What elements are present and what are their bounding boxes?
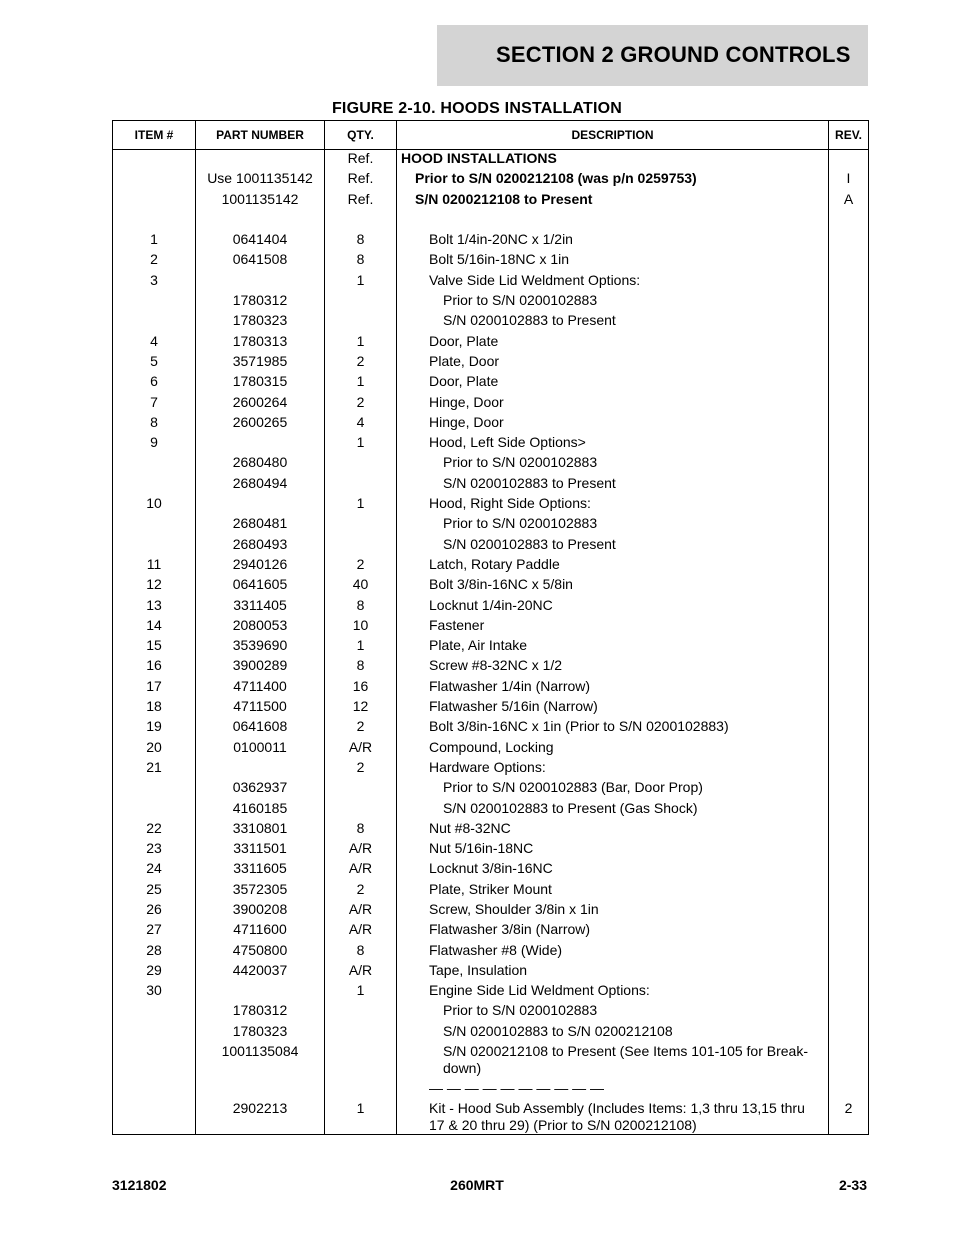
table-row	[113, 617, 868, 637]
item-number: 12	[146, 576, 162, 593]
description: Bolt 5/16in-18NC x 1in	[429, 251, 570, 268]
description: Compound, Locking	[429, 738, 554, 755]
section-header	[437, 25, 868, 86]
description: S/N 0200212108 to Present (See Items 101-105 for Break-down)	[443, 1043, 808, 1077]
quantity: 2	[356, 393, 365, 410]
part-number: 0641605	[232, 576, 288, 593]
table-row	[113, 860, 868, 880]
item-number: 6	[150, 373, 158, 390]
part-number: 2600264	[232, 393, 288, 410]
part-number: 0362937	[232, 779, 288, 796]
quantity: Ref.	[347, 190, 374, 207]
description: Tape, Insulation	[429, 961, 528, 978]
table-row	[113, 231, 868, 251]
part-number: 3571985	[232, 352, 288, 369]
item-number: 13	[146, 596, 162, 613]
description: S/N 0200102883 to Present	[443, 474, 616, 491]
description: Hinge, Door	[429, 393, 504, 410]
table-row	[113, 414, 868, 434]
item-number: 24	[146, 860, 162, 877]
part-number: 2680481	[232, 515, 288, 532]
table-row	[113, 759, 868, 779]
revision: I	[846, 170, 851, 187]
table-row	[113, 454, 868, 474]
description: Door, Plate	[429, 332, 499, 349]
item-number: 28	[146, 941, 162, 958]
item-number: 30	[146, 982, 162, 999]
item-number: 25	[146, 880, 162, 897]
quantity: 8	[356, 251, 365, 268]
quantity: 16	[352, 677, 369, 694]
description: — — — — — — — — — —	[429, 1080, 605, 1097]
quantity: 8	[356, 596, 365, 613]
item-number: 1	[150, 231, 158, 248]
description: Fastener	[429, 616, 485, 633]
item-number: 29	[146, 961, 162, 978]
quantity: 1	[356, 271, 365, 288]
description: Nut 5/16in-18NC	[429, 840, 534, 857]
parts-table	[112, 120, 869, 1135]
table-row	[113, 901, 868, 921]
part-number: 3311605	[233, 860, 287, 877]
table-row	[113, 739, 868, 759]
table-row	[113, 698, 868, 718]
item-number: 17	[146, 677, 162, 694]
quantity: 2	[356, 555, 365, 572]
part-number: 1780315	[232, 373, 288, 390]
table-row	[113, 942, 868, 962]
part-number: 1780312	[232, 292, 288, 309]
description: Valve Side Lid Weldment Options:	[429, 271, 641, 288]
part-number: 1780323	[232, 1022, 288, 1039]
item-number: 19	[146, 718, 162, 735]
description: S/N 0200212108 to Present	[415, 190, 593, 207]
description: S/N 0200102883 to Present	[443, 535, 616, 552]
description: Hinge, Door	[429, 413, 504, 430]
part-number: 1780312	[232, 1002, 288, 1019]
part-number: 3311501	[233, 840, 287, 857]
description: S/N 0200102883 to Present	[443, 312, 616, 329]
table-row	[113, 292, 868, 312]
table-row	[113, 191, 868, 211]
table-row	[113, 779, 868, 799]
revision: A	[843, 190, 854, 207]
part-number: Use 1001135142	[207, 170, 313, 187]
item-number: 18	[146, 698, 162, 715]
item-number: 21	[146, 758, 162, 775]
description: HOOD INSTALLATIONS	[401, 150, 557, 166]
table-row	[113, 150, 868, 170]
quantity: 8	[356, 231, 365, 248]
description: Bolt 3/8in-16NC x 1in (Prior to S/N 0200102883)	[429, 718, 729, 735]
description: Hood, Left Side Options>	[429, 434, 586, 451]
quantity: Ref.	[347, 170, 374, 187]
item-number: 22	[146, 819, 162, 836]
item-number: 16	[146, 657, 162, 674]
table-row	[113, 333, 868, 353]
part-number: 4750800	[232, 941, 288, 958]
item-number: 26	[146, 900, 162, 917]
revision: 2	[844, 1100, 853, 1117]
table-row	[113, 170, 868, 190]
table-row	[113, 251, 868, 271]
table-row	[113, 597, 868, 617]
part-number: 2680493	[232, 535, 288, 552]
part-number: 4420037	[232, 961, 288, 978]
table-row	[113, 982, 868, 1002]
item-number: 3	[150, 271, 158, 288]
quantity: 1	[356, 637, 365, 654]
column-header-item: ITEM #	[134, 128, 174, 142]
description: Flatwasher 5/16in (Narrow)	[429, 698, 598, 715]
part-number: 4160185	[232, 799, 288, 816]
part-number: 2940126	[232, 555, 288, 572]
table-row	[113, 1100, 868, 1137]
description: Bolt 3/8in-16NC x 5/8in	[429, 576, 573, 593]
table-row	[113, 820, 868, 840]
description: Prior to S/N 0200102883	[443, 454, 598, 471]
item-number: 2	[150, 251, 158, 268]
table-row	[113, 272, 868, 292]
table-row	[113, 962, 868, 982]
part-number: 3900208	[232, 900, 288, 917]
footer-page-number: 2-33	[838, 1177, 867, 1193]
description: Flatwasher 3/8in (Narrow)	[429, 921, 591, 938]
description: S/N 0200102883 to S/N 0200212108	[443, 1022, 673, 1039]
table-row	[113, 556, 868, 576]
quantity: 1	[356, 495, 365, 512]
quantity: A/R	[348, 900, 373, 917]
description: Nut #8-32NC	[429, 819, 511, 836]
quantity: 2	[356, 718, 365, 735]
table-row	[113, 678, 868, 698]
part-number: 2680494	[232, 474, 288, 491]
quantity: 40	[352, 576, 369, 593]
column-header-part-number: PART NUMBER	[216, 128, 304, 142]
description: S/N 0200102883 to Present (Gas Shock)	[443, 799, 698, 816]
part-number: 1780323	[232, 312, 288, 329]
table-row	[113, 1043, 868, 1080]
description: Locknut 3/8in-16NC	[429, 860, 553, 877]
description: Prior to S/N 0200102883	[443, 1002, 598, 1019]
item-number: 14	[146, 616, 162, 633]
description: Flatwasher #8 (Wide)	[429, 941, 563, 958]
part-number: 2902213	[232, 1100, 288, 1117]
column-header-description: DESCRIPTION	[571, 128, 654, 142]
item-number: 5	[150, 352, 158, 369]
quantity: 4	[356, 413, 365, 430]
description: Hardware Options:	[429, 758, 546, 775]
quantity: 1	[356, 434, 365, 451]
table-row	[113, 921, 868, 941]
quantity: 8	[356, 941, 365, 958]
description: Kit - Hood Sub Assembly (Includes Items: 1,3 thru 13,15 thru 17 & 20 thru 29) (Prior to S/N 0200212108)	[429, 1100, 805, 1134]
quantity: 2	[356, 352, 365, 369]
table-row	[113, 495, 868, 515]
table-row	[113, 353, 868, 373]
item-number: 20	[146, 738, 162, 755]
table-row	[113, 373, 868, 393]
description: Locknut 1/4in-20NC	[429, 596, 553, 613]
part-number: 0641608	[232, 718, 288, 735]
table-row	[113, 515, 868, 535]
quantity: 8	[356, 819, 365, 836]
table-row	[113, 1023, 868, 1043]
part-number: 3310801	[232, 819, 288, 836]
part-number: 0641508	[232, 251, 288, 268]
column-header-qty: QTY.	[347, 128, 374, 142]
description: Prior to S/N 0200102883 (Bar, Door Prop)	[443, 779, 703, 796]
description: Latch, Rotary Paddle	[429, 555, 560, 572]
quantity: 8	[356, 657, 365, 674]
description: Prior to S/N 0200102883	[443, 515, 598, 532]
footer-doc-number: 3121802	[112, 1177, 167, 1193]
table-row	[113, 800, 868, 820]
part-number: 4711400	[233, 677, 287, 694]
quantity: 2	[356, 758, 365, 775]
footer-model: 260MRT	[450, 1177, 504, 1193]
part-number: 3311405	[233, 596, 287, 613]
part-number: 2600265	[232, 413, 288, 430]
part-number: 0641404	[232, 231, 288, 248]
item-number: 23	[146, 840, 162, 857]
table-body	[113, 150, 868, 1137]
quantity: 1	[356, 332, 365, 349]
item-number: 27	[146, 921, 162, 938]
part-number: 1780313	[232, 332, 288, 349]
quantity: 1	[356, 982, 365, 999]
quantity: A/R	[348, 921, 373, 938]
description: Door, Plate	[429, 373, 499, 390]
item-number: 9	[150, 434, 158, 451]
part-number: 2680480	[232, 454, 288, 471]
part-number: 2080053	[232, 616, 288, 633]
description: Hood, Right Side Options:	[429, 495, 591, 512]
description: Prior to S/N 0200102883	[443, 292, 598, 309]
item-number: 11	[146, 555, 162, 572]
section-title: SECTION 2 GROUND CONTROLS	[496, 42, 851, 67]
table-row	[113, 637, 868, 657]
part-number: 0100011	[233, 738, 287, 755]
figure-title: FIGURE 2-10. HOODS INSTALLATION	[331, 100, 623, 117]
part-number: 4711500	[233, 698, 287, 715]
description: Plate, Striker Mount	[429, 880, 552, 897]
quantity: 1	[356, 1100, 365, 1117]
item-number: 7	[150, 393, 158, 410]
table-row	[113, 576, 868, 596]
description: Screw, Shoulder 3/8in x 1in	[429, 900, 599, 917]
item-number: 15	[146, 637, 162, 654]
item-number: 4	[150, 332, 158, 349]
description: Prior to S/N 0200212108 (was p/n 0259753)	[415, 170, 697, 187]
part-number: 3900289	[232, 657, 288, 674]
table-row	[113, 1002, 868, 1022]
table-row	[113, 434, 868, 454]
quantity: A/R	[348, 860, 373, 877]
description: Flatwasher 1/4in (Narrow)	[429, 677, 591, 694]
column-header-rev: REV.	[835, 128, 862, 142]
quantity: A/R	[348, 738, 373, 755]
table-row	[113, 394, 868, 414]
table-row	[113, 475, 868, 495]
description: Engine Side Lid Weldment Options:	[429, 982, 650, 999]
table-row	[113, 881, 868, 901]
table-row	[113, 657, 868, 677]
table-row	[113, 718, 868, 738]
part-number: 3572305	[232, 880, 288, 897]
description: Screw #8-32NC x 1/2	[429, 657, 563, 674]
part-number: 1001135084	[221, 1043, 299, 1060]
part-number: 1001135142	[221, 190, 299, 207]
table-row	[113, 211, 868, 231]
description: Plate, Door	[429, 352, 500, 369]
table-row	[113, 1080, 868, 1100]
quantity: A/R	[348, 840, 373, 857]
item-number: 10	[146, 495, 162, 512]
quantity: 1	[356, 373, 365, 390]
quantity: 12	[352, 698, 369, 715]
part-number: 4711600	[233, 921, 287, 938]
quantity: A/R	[348, 961, 373, 978]
quantity: Ref.	[347, 150, 374, 166]
item-number: 8	[150, 413, 158, 430]
part-number: 3539690	[232, 637, 288, 654]
quantity: 10	[352, 616, 369, 633]
table-row	[113, 840, 868, 860]
quantity: 2	[356, 880, 365, 897]
description: Plate, Air Intake	[429, 637, 528, 654]
table-row	[113, 312, 868, 332]
table-row	[113, 536, 868, 556]
description: Bolt 1/4in-20NC x 1/2in	[429, 231, 573, 248]
